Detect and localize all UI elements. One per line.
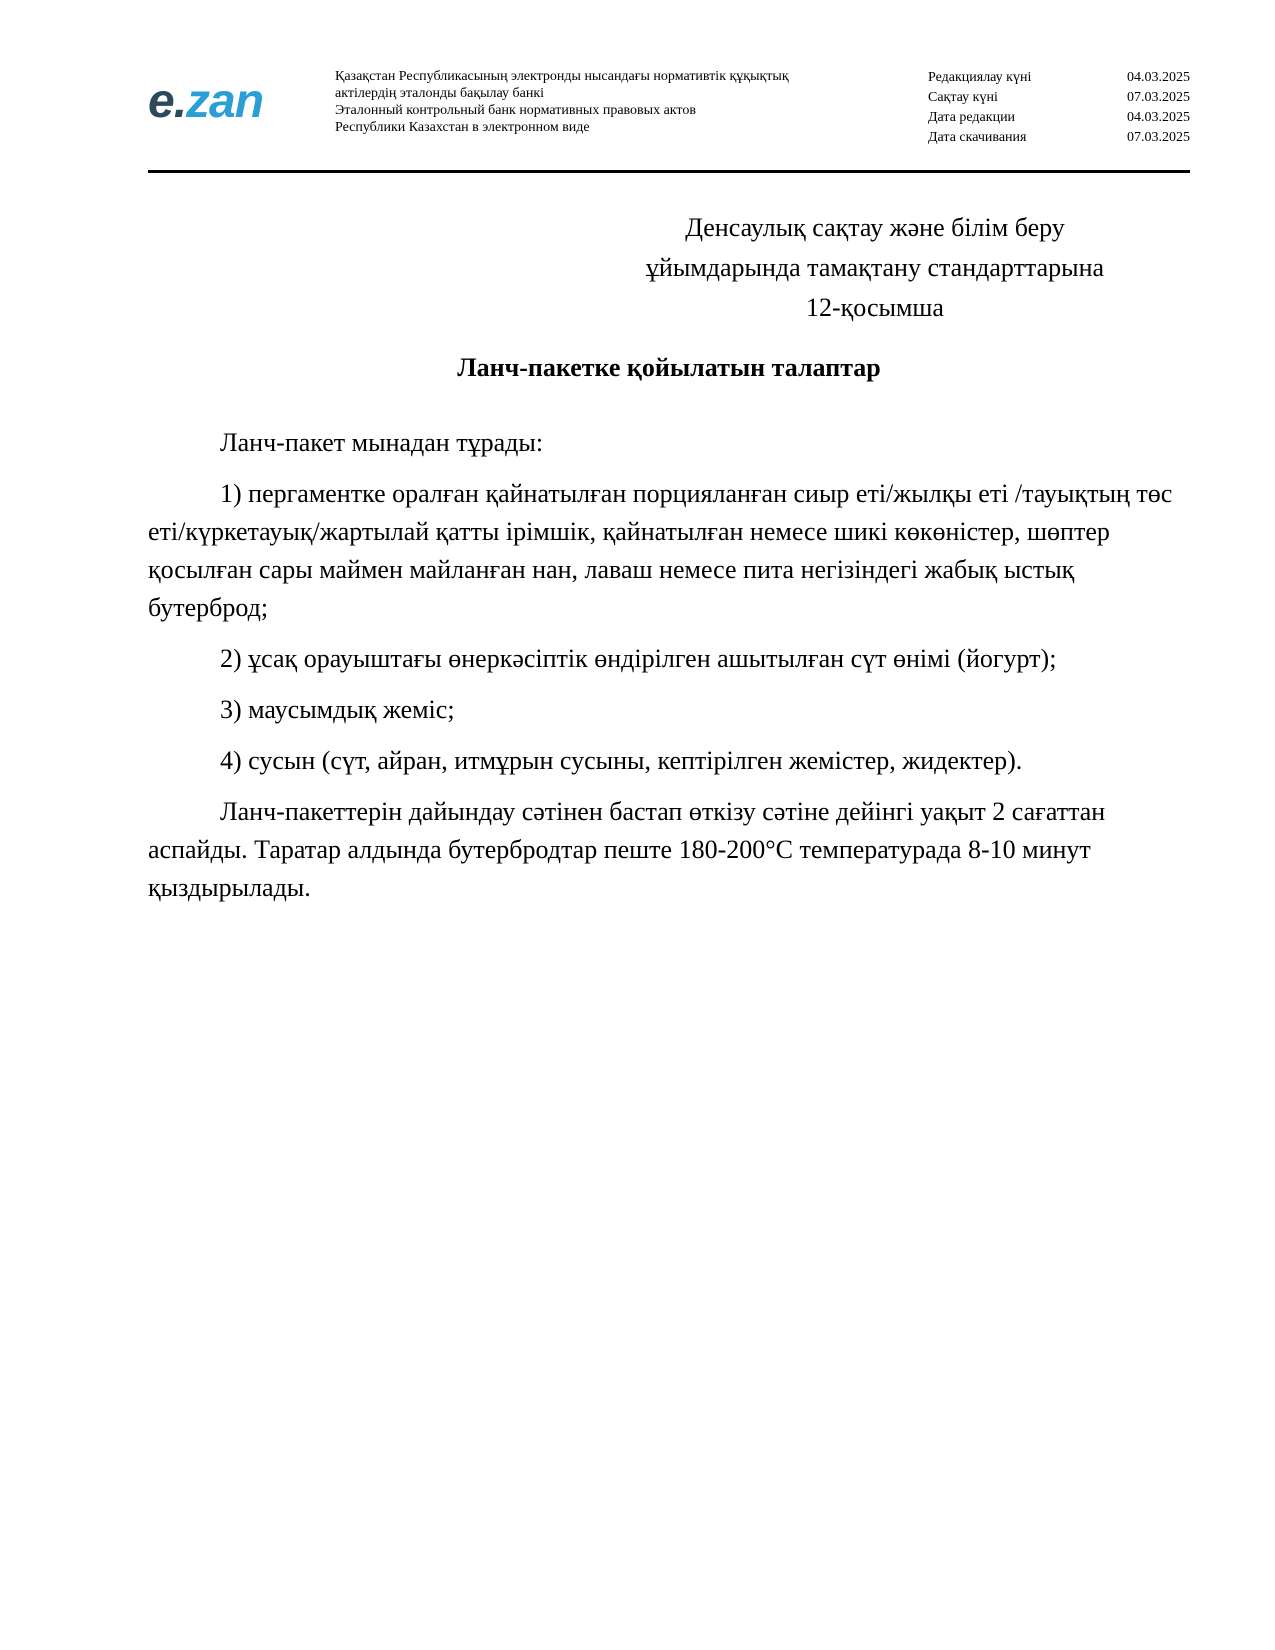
bank-description	[335, 68, 895, 136]
date-value: 07.03.2025	[1127, 90, 1190, 105]
paragraph-timing: Ланч-пакеттерін дайындау сәтінен бастап өткізу сәтіне дейінгі уақыт 2 сағаттан аспайды. Таратар алдында бутербродтар пеште 180-200°С температурада 8-10 минут қыздырылады.	[148, 797, 1106, 902]
date-row-save-kz	[928, 88, 1190, 108]
bank-line: Республики Казахстан в электронном виде	[335, 120, 590, 135]
annex-line: 12-қосымша	[806, 293, 944, 322]
document-body	[148, 424, 1178, 920]
header-divider	[148, 170, 1190, 173]
paragraph-intro: Ланч-пакет мынадан тұрады:	[220, 428, 544, 457]
paragraph-item-4: 4) сусын (сүт, айран, итмұрын сусыны, кептірілген жемістер, жидектер).	[220, 746, 1023, 775]
date-row-download-ru	[928, 128, 1190, 148]
annex-line: ұйымдарында тамақтану стандарттарына	[645, 253, 1105, 282]
date-label: Дата редакции	[928, 110, 1016, 125]
dates-block	[928, 68, 1190, 148]
annex-line: Денсаулық сақтау және білім беру	[685, 213, 1065, 242]
bank-line: Эталонный контрольный банк нормативных правовых актов	[335, 103, 696, 118]
annex-reference	[600, 208, 1150, 328]
logo-e: e	[148, 75, 174, 128]
paragraph-item-3: 3) маусымдық жеміс;	[220, 695, 455, 724]
paragraph-item-1: 1) пергаментке оралған қайнатылған порцияланған сиыр еті/жылқы еті /тауықтың төс еті/күркетауық/жартылай қатты ірімшік, қайнатылған немесе шикі көкөністер, шөптер қосылған сары маймен майланған нан, лаваш немесе пита негізіндегі жабық ыстық бутерброд;	[148, 479, 1173, 622]
document-header	[148, 64, 1190, 168]
date-value: 04.03.2025	[1127, 70, 1190, 85]
document-title: Ланч-пакетке қойылатын талаптар	[457, 353, 881, 382]
date-value: 04.03.2025	[1127, 110, 1190, 125]
bank-line: Қазақстан Республикасының электронды нысандағы нормативтік құқықтық	[335, 69, 789, 84]
date-label: Дата скачивания	[928, 130, 1027, 145]
paragraph-item-2: 2) ұсақ орауыштағы өнеркәсіптік өндірілген ашытылған сүт өнімі (йогурт);	[220, 644, 1057, 673]
date-row-edit-ru	[928, 108, 1190, 128]
logo-dot: .	[173, 75, 187, 128]
date-label: Редакциялау күні	[928, 70, 1032, 85]
date-value: 07.03.2025	[1127, 130, 1190, 145]
ezan-logo	[148, 75, 264, 128]
date-row-edit-kz	[928, 68, 1190, 88]
date-label: Сақтау күні	[928, 90, 998, 105]
logo-zan: zan	[186, 75, 264, 128]
bank-line: актілердің эталонды бақылау банкі	[335, 86, 545, 101]
